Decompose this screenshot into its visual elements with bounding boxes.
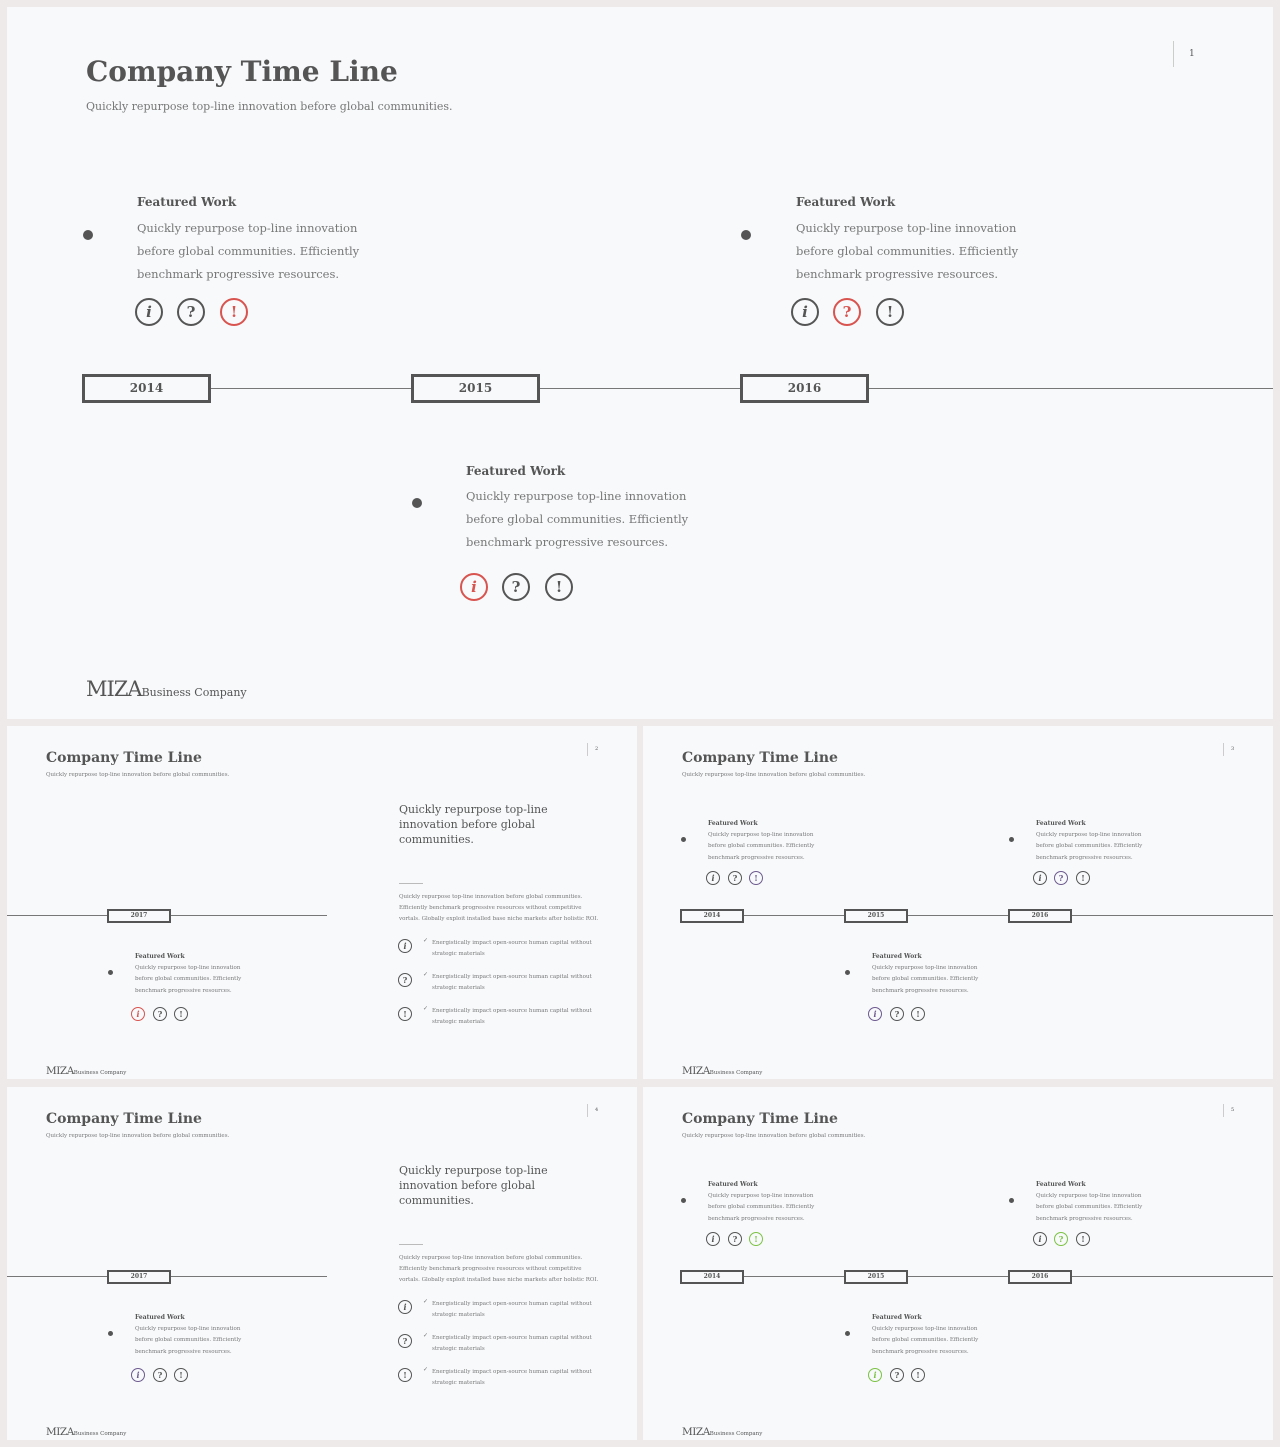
alert-icon[interactable]: ! <box>398 1368 412 1382</box>
brand-name: MIZA <box>682 1426 710 1438</box>
headline: Quickly repurpose top-line innovation before global communities. <box>399 803 548 846</box>
question-icon[interactable]: ? <box>833 298 861 326</box>
year-box-2014[interactable]: 2014 <box>680 909 744 923</box>
alert-icon[interactable]: ! <box>174 1368 188 1382</box>
detail-paragraph: Quickly repurpose top-line innovation before global communities. Efficiently benchmark progressive resources without competitive vortals. Globally exploit installed base niche markets after holistic ROI. <box>399 1255 599 1284</box>
brand-subtitle: Business Company <box>73 1070 127 1076</box>
page-number-divider <box>587 743 588 756</box>
headline-divider <box>399 883 423 884</box>
feature-text: Quickly repurpose top-line innovation before global communities. Efficiently benchmark progressive resources. <box>1036 1193 1143 1222</box>
check-item: Energistically impact open-source human capital without strategic materials <box>432 974 592 992</box>
page-subtitle: Quickly repurpose top-line innovation before global communities. <box>86 100 453 113</box>
check-item: Energistically impact open-source human capital without strategic materials <box>432 1301 592 1319</box>
timeline-dot <box>108 970 113 975</box>
question-icon[interactable]: ? <box>728 871 742 885</box>
year-box-2017[interactable]: 2017 <box>107 909 171 923</box>
alert-icon[interactable]: ! <box>545 573 573 601</box>
timeline-dot <box>1009 1198 1014 1203</box>
feature-text: Quickly repurpose top-line innovation before global communities. Efficiently benchmark progressive resources. <box>466 489 689 549</box>
feature-text: Quickly repurpose top-line innovation before global communities. Efficiently benchmark progressive resources. <box>135 1326 242 1355</box>
timeline-dot <box>681 837 686 842</box>
year-box-2015[interactable]: 2015 <box>844 909 908 923</box>
check-mark: ✓ <box>423 1005 429 1012</box>
info-icon[interactable]: i <box>868 1007 882 1021</box>
check-mark: ✓ <box>423 937 429 944</box>
timeline-line <box>82 388 1273 389</box>
feature-title: Featured Work <box>872 953 922 960</box>
feature-text: Quickly repurpose top-line innovation before global communities. Efficiently benchmark progressive resources. <box>1036 832 1143 861</box>
slide-4[interactable] <box>7 1087 637 1440</box>
question-icon[interactable]: ? <box>890 1368 904 1382</box>
page-number: 4 <box>595 1107 599 1113</box>
info-icon[interactable]: i <box>868 1368 882 1382</box>
year-box-2014[interactable]: 2014 <box>82 374 211 403</box>
page-title: Company Time Line <box>682 1111 838 1127</box>
feature-text: Quickly repurpose top-line innovation before global communities. Efficiently benchmark progressive resources. <box>872 965 979 994</box>
slide-2[interactable] <box>7 726 637 1079</box>
info-icon[interactable]: i <box>135 298 163 326</box>
year-box-2016[interactable]: 2016 <box>1008 909 1072 923</box>
info-icon[interactable]: i <box>398 1300 412 1314</box>
slide-1[interactable] <box>7 7 1273 719</box>
timeline-dot <box>741 230 751 240</box>
check-mark: ✓ <box>423 1332 429 1339</box>
timeline-dot <box>681 1198 686 1203</box>
feature-title: Featured Work <box>466 464 566 478</box>
timeline-line <box>680 1276 1273 1277</box>
page-title: Company Time Line <box>46 1111 202 1127</box>
question-icon[interactable]: ? <box>1054 1232 1068 1246</box>
feature-title: Featured Work <box>135 1314 185 1321</box>
headline-divider <box>399 1244 423 1245</box>
info-icon[interactable]: i <box>460 573 488 601</box>
brand-subtitle: Business Company <box>141 686 247 699</box>
timeline-dot <box>1009 837 1014 842</box>
alert-icon[interactable]: ! <box>911 1007 925 1021</box>
alert-icon[interactable]: ! <box>911 1368 925 1382</box>
brand-logo <box>46 1059 126 1078</box>
info-icon[interactable]: i <box>706 871 720 885</box>
check-mark: ✓ <box>423 971 429 978</box>
brand-subtitle: Business Company <box>709 1070 763 1076</box>
question-icon[interactable]: ? <box>153 1368 167 1382</box>
feature-title: Featured Work <box>137 195 237 209</box>
check-item: Energistically impact open-source human capital without strategic materials <box>432 1008 592 1026</box>
page-number-divider <box>1173 41 1174 67</box>
brand-logo <box>682 1420 762 1439</box>
feature-title: Featured Work <box>872 1314 922 1321</box>
info-icon[interactable]: i <box>398 939 412 953</box>
page-subtitle: Quickly repurpose top-line innovation before global communities. <box>682 1133 866 1139</box>
check-item: Energistically impact open-source human capital without strategic materials <box>432 1369 592 1387</box>
year-box-2014[interactable]: 2014 <box>680 1270 744 1284</box>
detail-paragraph: Quickly repurpose top-line innovation before global communities. Efficiently benchmark progressive resources without competitive vortals. Globally exploit installed base niche markets after holistic ROI. <box>399 894 599 923</box>
page-title: Company Time Line <box>86 55 398 88</box>
check-item: Energistically impact open-source human capital without strategic materials <box>432 940 592 958</box>
alert-icon[interactable]: ! <box>220 298 248 326</box>
info-icon[interactable]: i <box>131 1368 145 1382</box>
check-mark: ✓ <box>423 1298 429 1305</box>
info-icon[interactable]: i <box>131 1007 145 1021</box>
feature-text: Quickly repurpose top-line innovation before global communities. Efficiently benchmark progressive resources. <box>708 832 815 861</box>
alert-icon[interactable]: ! <box>398 1007 412 1021</box>
year-box-2017[interactable]: 2017 <box>107 1270 171 1284</box>
feature-title: Featured Work <box>796 195 896 209</box>
timeline-dot <box>845 970 850 975</box>
timeline-dot <box>83 230 93 240</box>
brand-logo <box>46 1420 126 1439</box>
info-icon[interactable]: i <box>1033 871 1047 885</box>
check-mark: ✓ <box>423 1366 429 1373</box>
feature-title: Featured Work <box>135 953 185 960</box>
page-title: Company Time Line <box>46 750 202 766</box>
alert-icon[interactable]: ! <box>174 1007 188 1021</box>
question-icon[interactable]: ? <box>398 1334 412 1348</box>
info-icon[interactable]: i <box>706 1232 720 1246</box>
feature-title: Featured Work <box>1036 820 1086 827</box>
slide-3[interactable] <box>643 726 1273 1079</box>
page-number-divider <box>1223 1104 1224 1117</box>
question-icon[interactable]: ? <box>728 1232 742 1246</box>
timeline-dot <box>412 498 422 508</box>
question-icon[interactable]: ? <box>153 1007 167 1021</box>
alert-icon[interactable]: ! <box>749 1232 763 1246</box>
page-subtitle: Quickly repurpose top-line innovation before global communities. <box>46 1133 230 1139</box>
question-icon[interactable]: ? <box>1054 871 1068 885</box>
question-icon[interactable]: ? <box>890 1007 904 1021</box>
year-box-2016[interactable]: 2016 <box>740 374 869 403</box>
year-box-2015[interactable]: 2015 <box>844 1270 908 1284</box>
feature-title: Featured Work <box>708 820 758 827</box>
brand-subtitle: Business Company <box>709 1431 763 1437</box>
page-number: 5 <box>1231 1107 1235 1113</box>
feature-title: Featured Work <box>1036 1181 1086 1188</box>
page-number-divider <box>1223 743 1224 756</box>
headline: Quickly repurpose top-line innovation before global communities. <box>399 1164 548 1207</box>
check-item: Energistically impact open-source human capital without strategic materials <box>432 1335 592 1353</box>
page-title: Company Time Line <box>682 750 838 766</box>
brand-name: MIZA <box>46 1426 74 1438</box>
page-subtitle: Quickly repurpose top-line innovation before global communities. <box>46 772 230 778</box>
slide-5[interactable] <box>643 1087 1273 1440</box>
question-icon[interactable]: ? <box>398 973 412 987</box>
feature-text: Quickly repurpose top-line innovation before global communities. Efficiently benchmark progressive resources. <box>135 965 242 994</box>
alert-icon[interactable]: ! <box>749 871 763 885</box>
page-subtitle: Quickly repurpose top-line innovation before global communities. <box>682 772 866 778</box>
year-box-2015[interactable]: 2015 <box>411 374 540 403</box>
feature-text: Quickly repurpose top-line innovation before global communities. Efficiently benchmark progressive resources. <box>872 1326 979 1355</box>
question-icon[interactable]: ? <box>177 298 205 326</box>
timeline-line <box>680 915 1273 916</box>
brand-logo <box>682 1059 762 1078</box>
brand-name: MIZA <box>46 1065 74 1077</box>
alert-icon[interactable]: ! <box>1076 1232 1090 1246</box>
info-icon[interactable]: i <box>791 298 819 326</box>
alert-icon[interactable]: ! <box>876 298 904 326</box>
brand-name: MIZA <box>86 677 142 701</box>
page-number: 3 <box>1231 746 1235 752</box>
brand-logo <box>86 677 247 701</box>
feature-text: Quickly repurpose top-line innovation before global communities. Efficiently benchmark progressive resources. <box>708 1193 815 1222</box>
timeline-dot <box>845 1331 850 1336</box>
feature-text: Quickly repurpose top-line innovation before global communities. Efficiently benchmark progressive resources. <box>796 221 1019 281</box>
timeline-dot <box>108 1331 113 1336</box>
brand-name: MIZA <box>682 1065 710 1077</box>
alert-icon[interactable]: ! <box>1076 871 1090 885</box>
feature-title: Featured Work <box>708 1181 758 1188</box>
page-number: 1 <box>1189 49 1195 59</box>
question-icon[interactable]: ? <box>502 573 530 601</box>
brand-subtitle: Business Company <box>73 1431 127 1437</box>
feature-text: Quickly repurpose top-line innovation before global communities. Efficiently benchmark progressive resources. <box>137 221 360 281</box>
info-icon[interactable]: i <box>1033 1232 1047 1246</box>
year-box-2016[interactable]: 2016 <box>1008 1270 1072 1284</box>
page-number: 2 <box>595 746 599 752</box>
page-number-divider <box>587 1104 588 1117</box>
